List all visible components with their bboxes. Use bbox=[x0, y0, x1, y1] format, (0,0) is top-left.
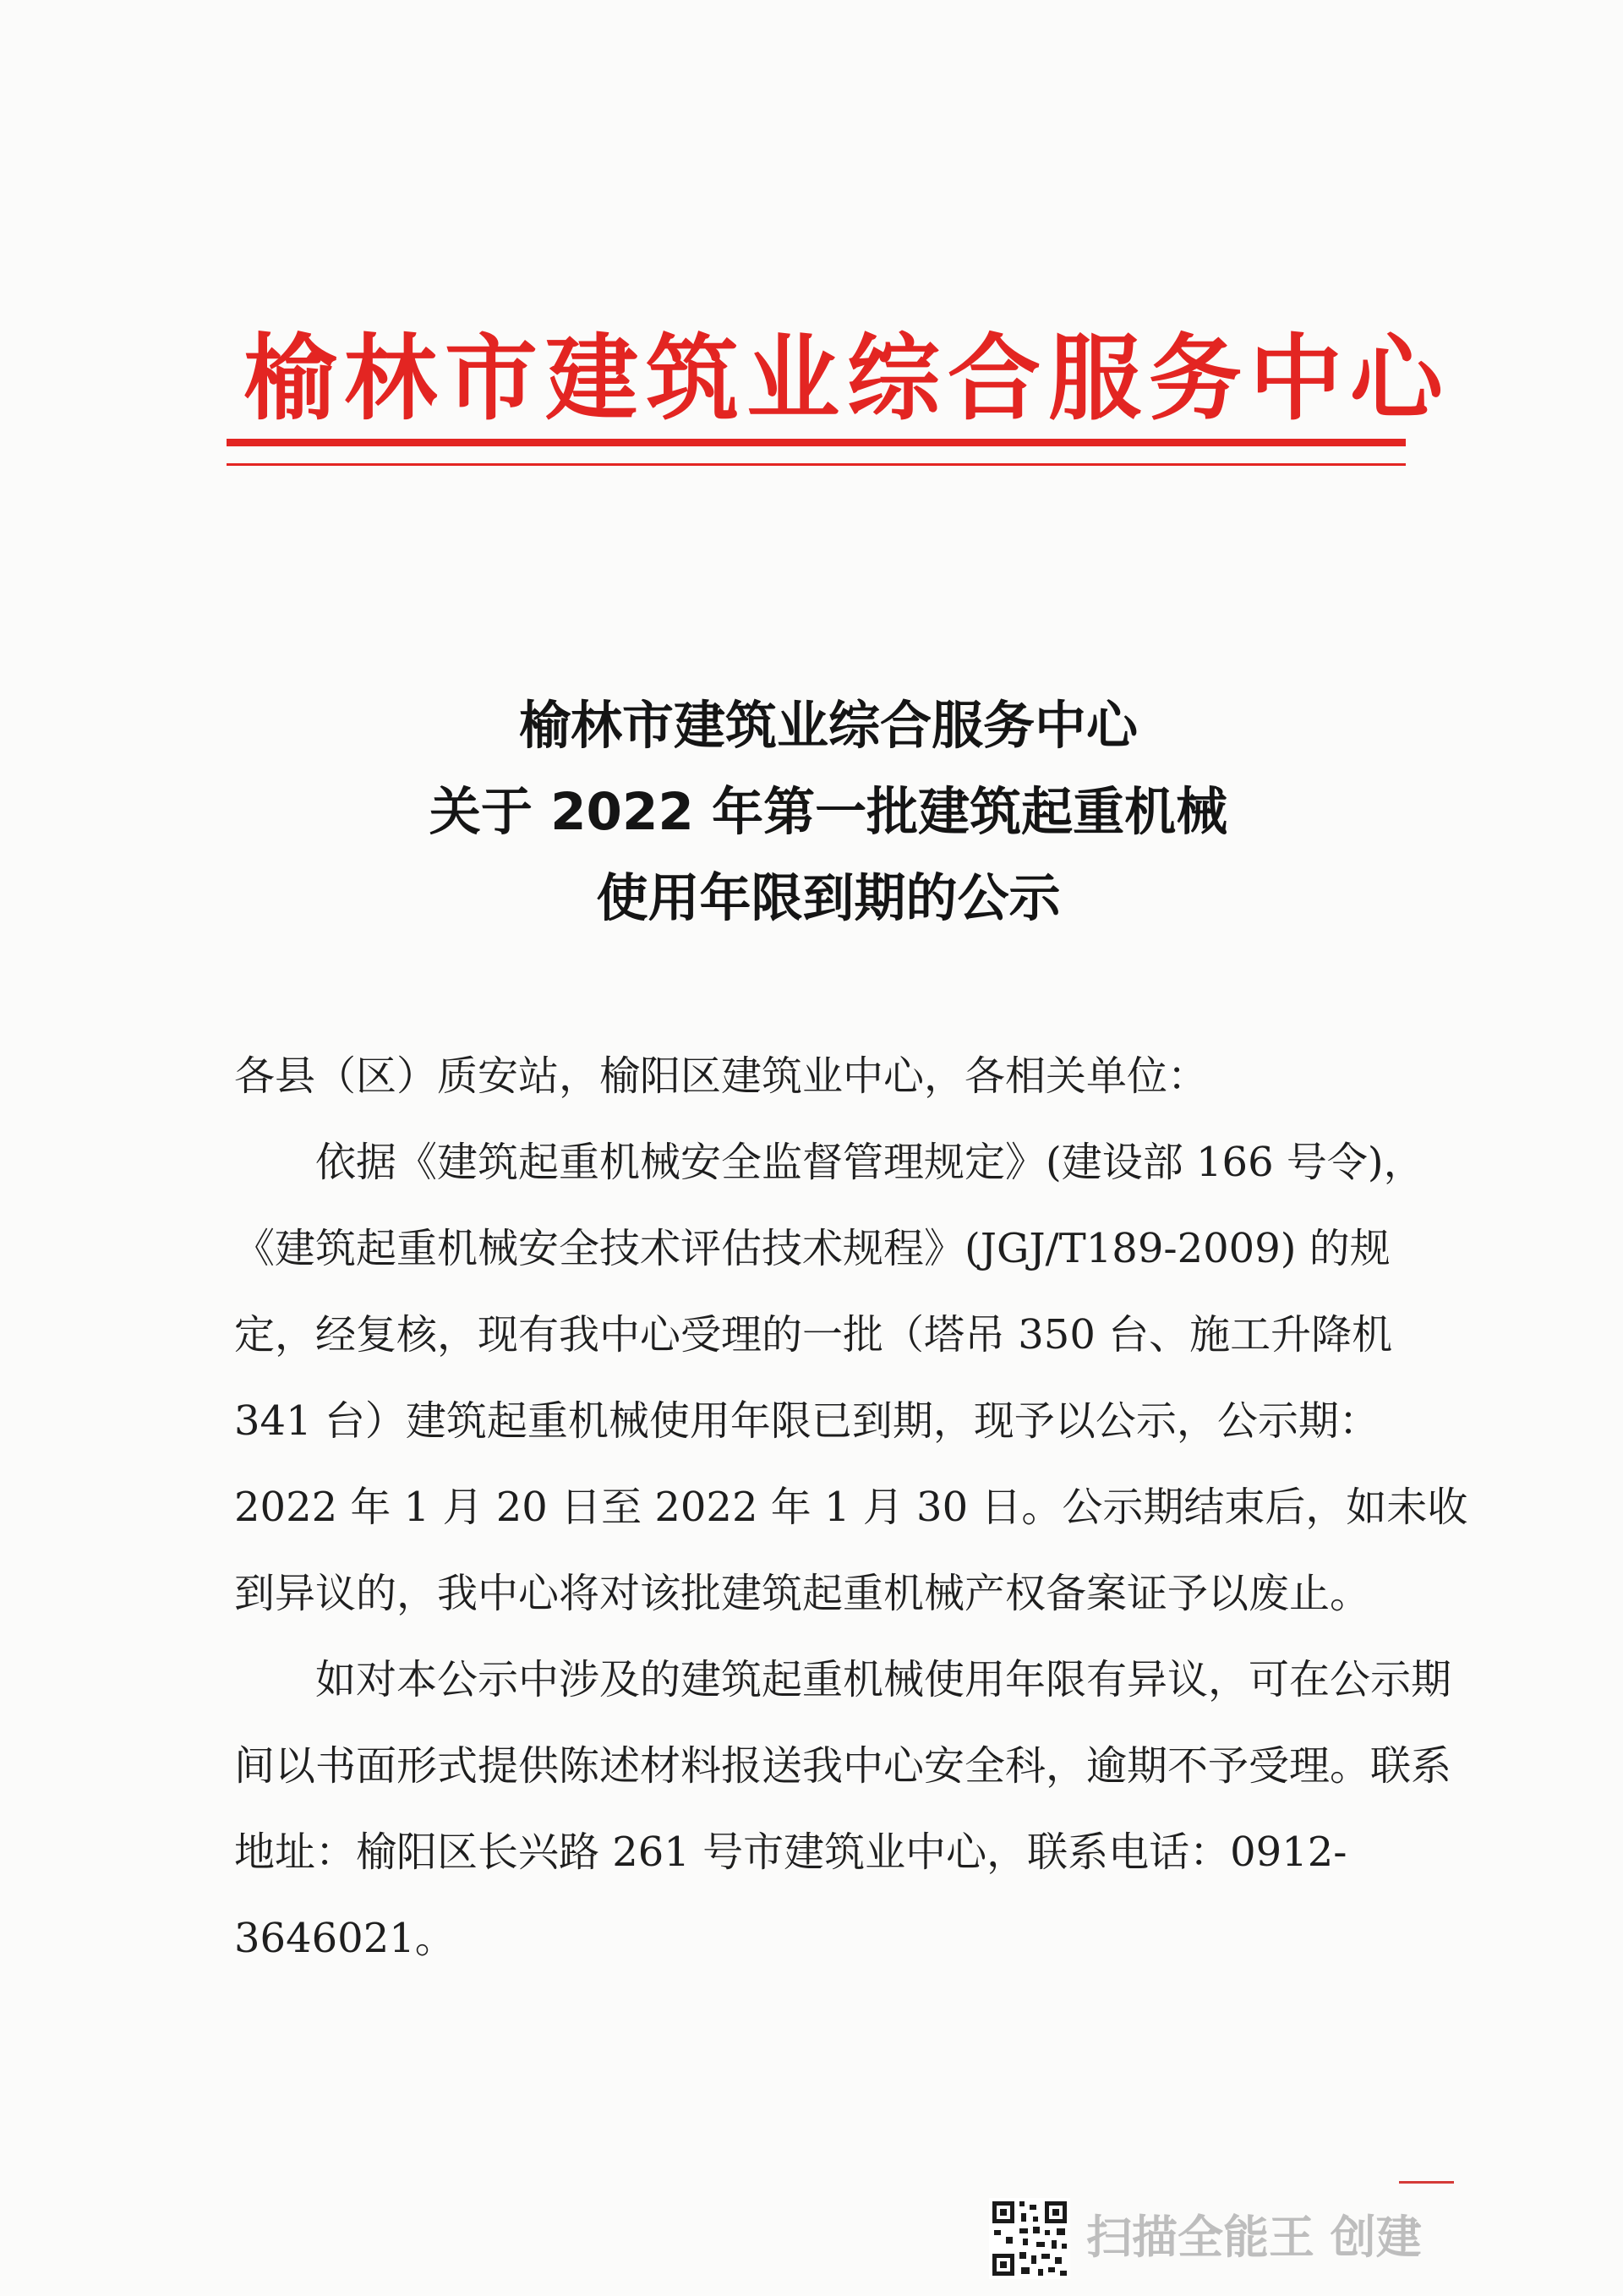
scanner-watermark: 扫描全能王 创建 bbox=[1086, 2211, 1422, 2264]
qr-code-icon bbox=[989, 2198, 1070, 2279]
body-paragraph: 依据《建筑起重机械安全监督管理规定》(建设部 166 号令)，《建筑起重机械安全技术评估技术规程》(JGJ/T189-2009) 的规定，经复核，现有我中心受理的一批（塔吊 350 台、施工升降机 341 台）建筑起重机械使用年限已到期，现予以公示，公示期：2022 年 1 月 20 日至 2022 年 1 月 30 日。公示期结束后，如未收到异议的，我中心将对该批建筑起重机械产权备案证予以废止。 bbox=[234, 1139, 1468, 1617]
letterhead-rule-thick bbox=[227, 439, 1406, 446]
salutation: 各县（区）质安站，榆阳区建筑业中心，各相关单位： bbox=[234, 1052, 1209, 1100]
notice-title bbox=[0, 683, 1623, 942]
notice-title-line: 关于 2022 年第一批建筑起重机械 bbox=[429, 782, 1228, 842]
corner-mark bbox=[1399, 2181, 1454, 2184]
notice-title-line: 使用年限到期的公示 bbox=[596, 868, 1061, 928]
body-paragraph: 如对本公示中涉及的建筑起重机械使用年限有异议，可在公示期间以书面形式提供陈述材料报送我中心安全科，逾期不予受理。联系地址：榆阳区长兴路 261 号市建筑业中心，联系电话：0912-3646021。 bbox=[234, 1656, 1452, 1962]
letterhead-title: 榆林市建筑业综合服务中心 bbox=[243, 325, 1451, 433]
notice-body bbox=[234, 1033, 1468, 1982]
notice-title-line: 榆林市建筑业综合服务中心 bbox=[518, 696, 1138, 756]
letterhead-rule-thin bbox=[227, 463, 1406, 466]
